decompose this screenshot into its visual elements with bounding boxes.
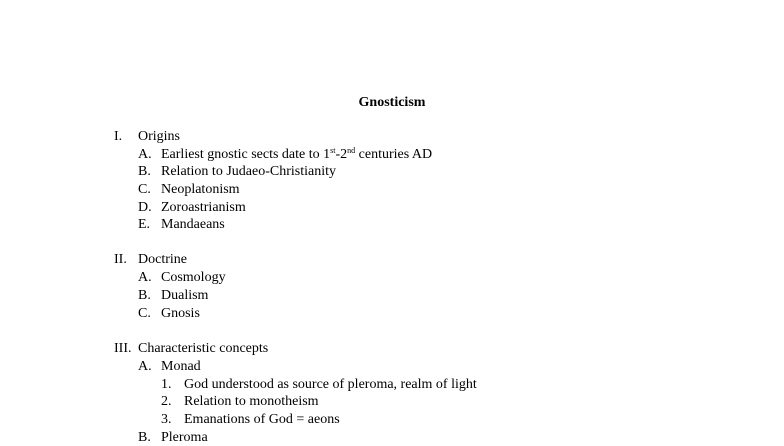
section-numeral: I. <box>114 129 123 144</box>
item-label: A. <box>138 147 152 162</box>
section-heading-characteristic-concepts <box>114 340 414 357</box>
section-heading-doctrine <box>114 251 414 268</box>
section-numeral: III. <box>114 341 132 356</box>
section-heading-text: Doctrine <box>138 252 187 267</box>
item-label: B. <box>138 164 151 179</box>
item-text: Mandaeans <box>161 217 225 232</box>
item-text: Relation to Judaeo-Christianity <box>161 164 336 179</box>
section-heading-text: Origins <box>138 129 180 144</box>
section-heading-origins <box>114 128 414 145</box>
item-label: C. <box>138 182 151 197</box>
item-text: Gnosis <box>161 306 200 321</box>
subitem-text: Relation to monotheism <box>184 394 319 409</box>
superscript-nd: nd <box>347 146 356 155</box>
item-text-part: -2 <box>335 147 348 162</box>
outline-item <box>138 269 538 286</box>
outline-item <box>138 181 538 198</box>
item-text: Cosmology <box>161 270 226 285</box>
item-text: Pleroma <box>161 430 208 445</box>
item-label: C. <box>138 306 151 321</box>
item-label: D. <box>138 200 152 215</box>
outline-item <box>138 146 538 163</box>
item-text-part: centuries AD <box>355 147 433 162</box>
subitem-text: Emanations of God = aeons <box>184 412 340 427</box>
outline-item <box>138 305 538 322</box>
item-label: E. <box>138 217 151 232</box>
item-label: A. <box>138 359 152 374</box>
item-label: B. <box>138 430 151 445</box>
outline-item <box>138 287 538 304</box>
superscript-st: st <box>330 146 336 155</box>
outline-subitem <box>161 376 581 393</box>
outline-subitem <box>161 393 581 410</box>
item-text: Monad <box>161 359 201 374</box>
outline-item <box>138 429 538 446</box>
section-numeral: II. <box>114 252 127 267</box>
item-text <box>161 146 432 163</box>
item-text: Dualism <box>161 288 209 303</box>
subitem-label: 1. <box>161 377 172 392</box>
subitem-text: God understood as source of pleroma, realm of light <box>184 377 477 392</box>
item-label: B. <box>138 288 151 303</box>
outline-item <box>138 199 538 216</box>
item-label: A. <box>138 270 152 285</box>
item-text: Zoroastrianism <box>161 200 246 215</box>
outline-item <box>138 358 538 375</box>
item-text-part: Earliest gnostic sects date to 1 <box>161 147 331 162</box>
item-text: Neoplatonism <box>161 182 240 197</box>
outline-subitem <box>161 411 581 428</box>
document-title: Gnosticism <box>358 95 426 110</box>
outline-item <box>138 163 538 180</box>
subitem-label: 2. <box>161 394 172 409</box>
outline-item <box>138 216 538 233</box>
subitem-label: 3. <box>161 412 172 427</box>
section-heading-text: Characteristic concepts <box>138 341 269 356</box>
